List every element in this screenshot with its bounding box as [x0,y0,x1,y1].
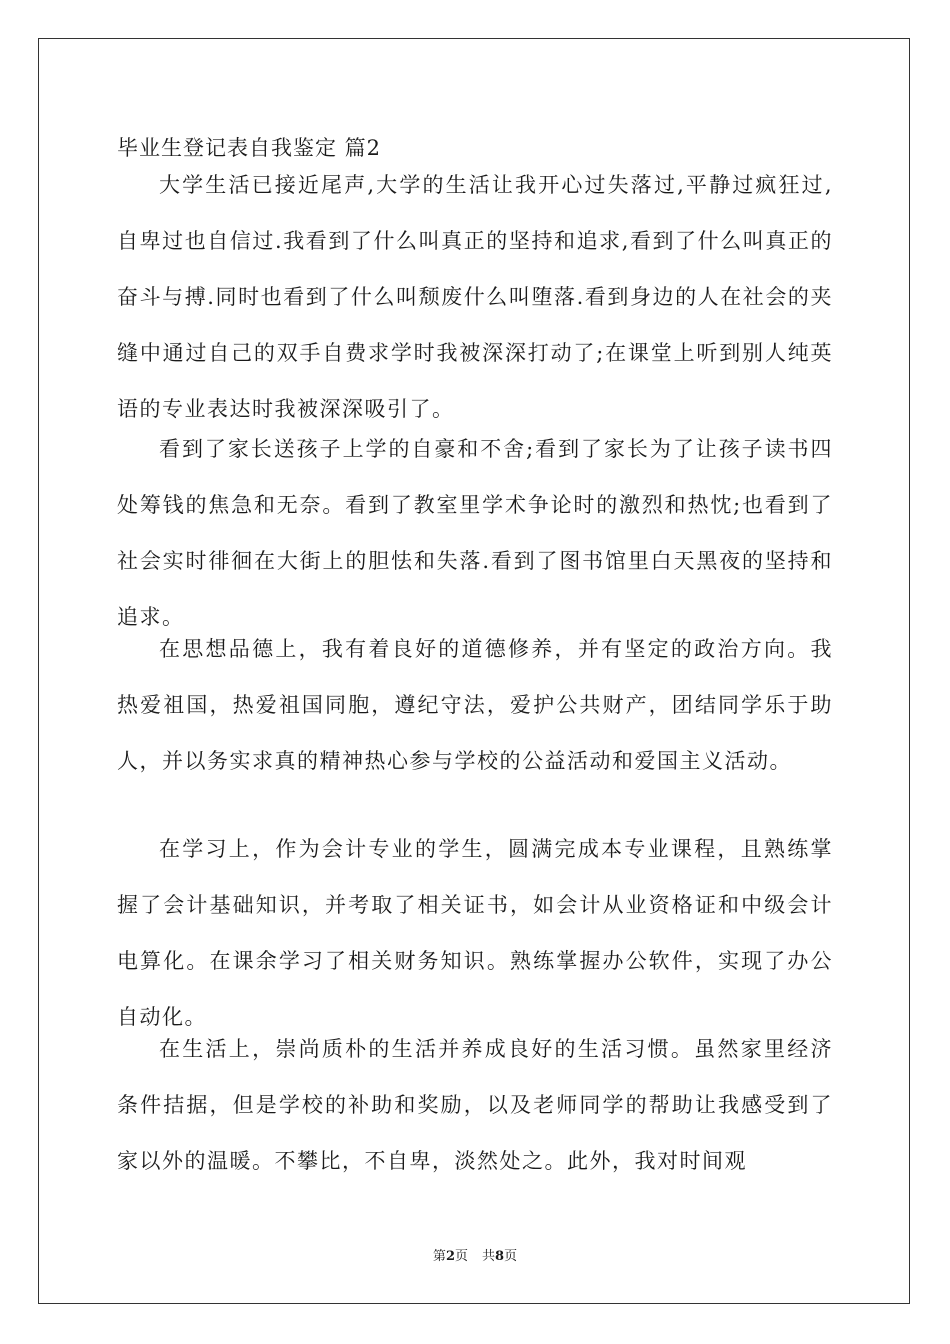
paragraph-4: 在学习上，作为会计专业的学生，圆满完成本专业课程，且熟练掌握了会计基础知识，并考取了相关证书，如会计从业资格证和中级会计电算化。在课余学习了相关财务知识。熟练掌握办公软件，实现了办公自动化。 [117,837,833,1029]
page-suffix: 页 [454,1249,468,1264]
paragraph-5: 在生活上，崇尚质朴的生活并养成良好的生活习惯。虽然家里经济条件拮据，但是学校的补助和奖励，以及老师同学的帮助让我感受到了家以外的温暖。不攀比，不自卑，淡然处之。此外，我对时间观 [117,1037,833,1173]
paragraph-1: 大学生活已接近尾声,大学的生活让我开心过失落过,平静过疯狂过,自卑过也自信过.我看到了什么叫真正的坚持和追求,看到了什么叫真正的奋斗与搏.同时也看到了什么叫颓废什么叫堕落.看到身边的人在社会的夹缝中通过自己的双手自费求学时我被深深打动了;在课堂上听到别人纯英语的专业表达时我被深深吸引了。 [117,173,833,421]
document-title: 毕业生登记表自我鉴定 篇2 [117,136,382,160]
page-prefix: 第 [432,1249,446,1264]
page-total-number: 8 [495,1249,505,1264]
paragraph-3: 在思想品德上，我有着良好的道德修养，并有坚定的政治方向。我热爱祖国，热爱祖国同胞，遵纪守法，爱护公共财产，团结同学乐于助人，并以务实求真的精神热心参与学校的公益活动和爱国主义活动。 [117,637,833,773]
page-current-number: 2 [445,1249,455,1264]
paragraph-2: 看到了家长送孩子上学的自豪和不舍;看到了家长为了让孩子读书四处筹钱的焦急和无奈。看到了教室里学术争论时的激烈和热忱;也看到了社会实时徘徊在大街上的胆怯和失落.看到了图书馆里白天黑夜的坚持和追求。 [117,437,833,629]
page-footer [0,1248,950,1266]
total-suffix: 页 [504,1249,518,1264]
total-prefix: 共 [482,1249,496,1264]
